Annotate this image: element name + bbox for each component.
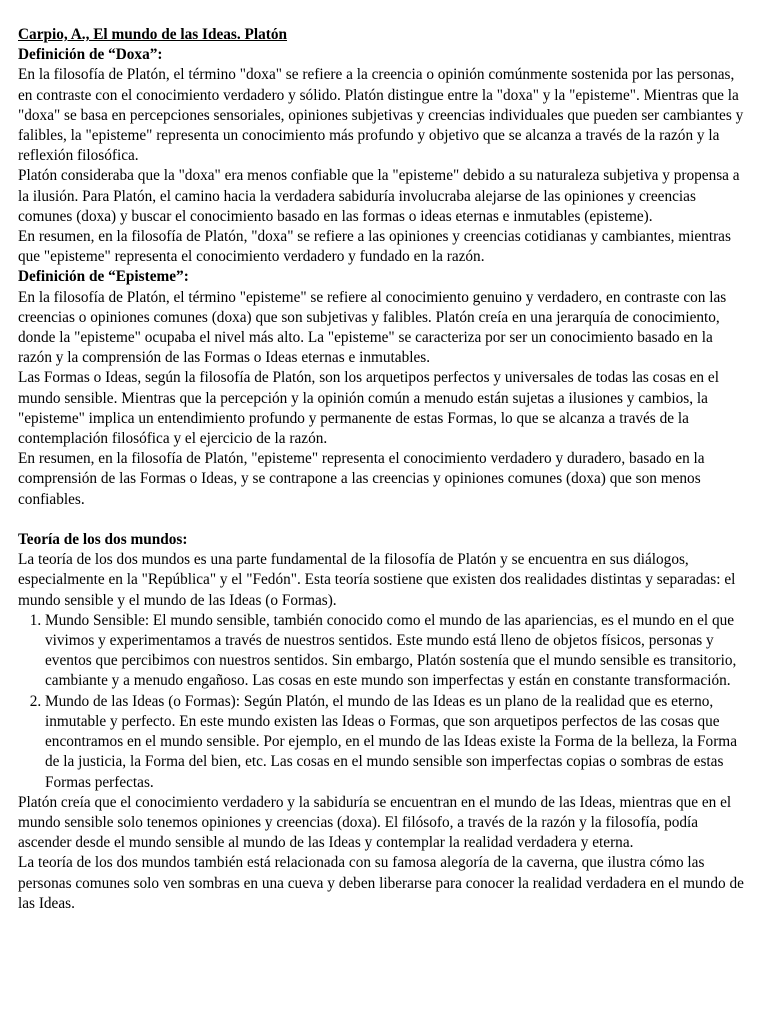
dos-mundos-intro: La teoría de los dos mundos es una parte fundamental de la filosofía de Platón y se encuentra en sus diálogos, especialmente en la "República" y el "Fedón". Esta teoría sostiene que existen dos realidades distintas y separadas: el mundo sensible y el mundo de las Ideas (o Formas).: [18, 551, 736, 609]
doxa-paragraph-3: En resumen, en la filosofía de Platón, "doxa" se refiere a las opiniones y creencias cotidianas y cambiantes, mientras que "episteme" representa el conocimiento verdadero y fundado en la razón.: [18, 228, 731, 266]
dos-mundos-closing-1: Platón creía que el conocimiento verdadero y la sabiduría se encuentran en el mundo de las Ideas, mientras que en el mundo sensible solo tenemos opiniones y creencias (doxa). El filósofo, a través de la razón y la filosofía, podía ascender desde el mundo sensible al mundo de las Ideas y contemplar la realidad verdadera y eterna.: [18, 793, 732, 852]
episteme-paragraph-3: En resumen, en la filosofía de Platón, "episteme" representa el conocimiento verdadero y duradero, basado en la comprensión de las Formas o Ideas, y se contrapone a las creencias y opiniones comunes (doxa) que son menos confiables.: [18, 450, 705, 508]
episteme-heading: Definición de “Episteme”:: [18, 268, 189, 286]
doxa-paragraph-1: En la filosofía de Platón, el término "doxa" se refiere a la creencia o opinión comúnmente sostenida por las personas, en contraste con el conocimiento verdadero y sólido. Platón distingue entre la "doxa" y la "episteme". Mientras que la "doxa" se basa en percepciones sensoriales, opiniones subjetivas y creencias individuales que pueden ser cambiantes y falibles, la "episteme" representa un conocimiento más profundo y objetivo que se alcanza a través de la razón y la reflexión filosófica.: [18, 66, 744, 165]
episteme-paragraph-2: Las Formas o Ideas, según la filosofía de Platón, son los arquetipos perfectos y universales de todas las cosas en el mundo sensible. Mientras que la percepción y la opinión común a menudo están sujetas a ilusiones y cambios, la "episteme" implica un entendimiento profundo y permanente de estas Formas, lo que se alcanza a través de la contemplación filosófica y el ejercicio de la razón.: [18, 369, 719, 448]
list-item-mundo-ideas: 2. Mundo de las Ideas (o Formas): Según Platón, el mundo de las Ideas es un plano de la realidad que es eterno, inmutable y perfecto. En este mundo existen las Ideas o Formas, que son arquetipos perfectos de las cosas que encontramos en el mundo sensible. Por ejemplo, en el mundo de las Ideas existe la Forma de la belleza, la Forma de la justicia, la Forma del bien, etc. Las cosas en el mundo sensible son imperfectas copias o sombras de estas Formas perfectas.: [45, 692, 748, 793]
document-page: [18, 25, 748, 914]
list-item-mundo-sensible: 1. Mundo Sensible: El mundo sensible, también conocido como el mundo de las apariencias, es el mundo en el que vivimos y experimentamos a través de nuestros sentidos. Este mundo está lleno de objetos físicos, personas y eventos que percibimos con nuestros sentidos. Sin embargo, Platón sostenía que el mundo sensible es transitorio, cambiante y a menudo engañoso. Las cosas en este mundo son imperfectas y están en constante transformación.: [45, 611, 748, 692]
document-title: Carpio, A., El mundo de las Ideas. Platón: [18, 26, 288, 43]
dos-mundos-heading: Teoría de los dos mundos:: [18, 531, 188, 549]
doxa-paragraph-2: Platón consideraba que la "doxa" era menos confiable que la "episteme" debido a su naturaleza subjetiva y propensa a la ilusión. Para Platón, el camino hacia la verdadera sabiduría involucraba alejarse de las opiniones y creencias comunes (doxa) y buscar el conocimiento basado en las formas o ideas eternas e inmutables (episteme).: [18, 167, 740, 225]
dos-mundos-closing-2: La teoría de los dos mundos también está relacionada con su famosa alegoría de la caverna, que ilustra cómo las personas comunes solo ven sombras en una cueva y deben liberarse para conocer la realidad verdadera en el mundo de las Ideas.: [18, 854, 744, 912]
section-spacer: [18, 510, 748, 530]
episteme-paragraph-1: En la filosofía de Platón, el término "episteme" se refiere al conocimiento genuino y verdadero, en contraste con las creencias o opiniones comunes (doxa) que son subjetivas y falibles. Platón creía en una jerarquía de conocimiento, donde la "episteme" ocupaba el nivel más alto. La "episteme" se caracteriza por ser un conocimiento basado en la razón y la comprensión de las Formas o Ideas eternas e inmutables.: [18, 288, 727, 367]
doxa-heading: Definición de “Doxa”:: [18, 46, 163, 64]
dos-mundos-list: [18, 611, 748, 793]
